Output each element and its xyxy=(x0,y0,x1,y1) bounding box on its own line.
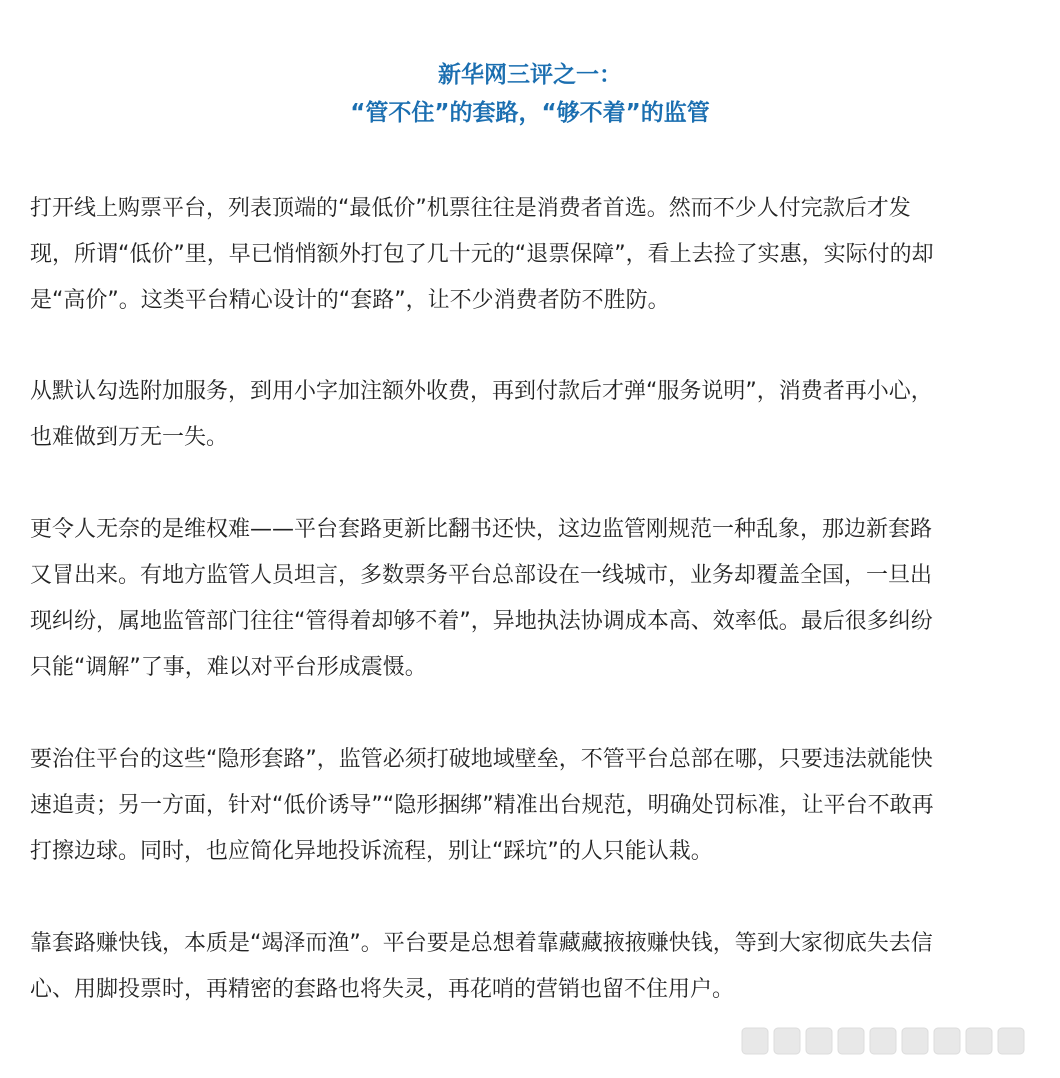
paragraph-line: 也难做到万无一失。 xyxy=(30,425,229,450)
title-line-2: “管不住”的套路，“够不着”的监管 xyxy=(350,100,710,126)
paragraph-2 xyxy=(30,369,1030,461)
paragraph-4 xyxy=(30,737,1030,875)
paragraph-line: 速追责；另一方面，针对“低价诱导”“隐形捆绑”精准出台规范，明确处罚标准，让平台不敢再 xyxy=(30,793,934,818)
paragraph-line: 只能“调解”了事，难以对平台形成震慑。 xyxy=(30,655,427,680)
paragraph-line: 要治住平台的这些“隐形套路”，监管必须打破地域壁垒，不管平台总部在哪，只要违法就能快 xyxy=(30,747,933,772)
paragraph-line: 从默认勾选附加服务，到用小字加注额外收费，再到付款后才弹“服务说明”，消费者再小心， xyxy=(30,379,933,404)
paragraph-5 xyxy=(30,921,1030,1013)
paragraph-3 xyxy=(30,507,1030,691)
article-title xyxy=(0,56,1060,132)
paragraph-line: 现纠纷，属地监管部门往往“管得着却够不着”，异地执法协调成本高、效率低。最后很多纠纷 xyxy=(30,609,933,634)
paragraph-line: 打擦边球。同时，也应简化异地投诉流程，别让“踩坑”的人只能认栽。 xyxy=(30,839,713,864)
paragraph-line: 心、用脚投票时，再精密的套路也将失灵，再花哨的营销也留不住用户。 xyxy=(30,977,735,1002)
title-line-1: 新华网三评之一： xyxy=(438,62,622,88)
paragraph-line: 现，所谓“低价”里，早已悄悄额外打包了几十元的“退票保障”，看上去捡了实惠，实际付的却 xyxy=(30,242,934,267)
paragraph-line: 又冒出来。有地方监管人员坦言，多数票务平台总部设在一线城市，业务却覆盖全国，一旦出 xyxy=(30,563,933,588)
paragraph-line: 是“高价”。这类平台精心设计的“套路”，让不少消费者防不胜防。 xyxy=(30,288,670,313)
paragraph-line: 更令人无奈的是维权难——平台套路更新比翻书还快，这边监管刚规范一种乱象，那边新套路 xyxy=(30,517,933,542)
paragraph-line: 打开线上购票平台，列表顶端的“最低价”机票往往是消费者首选。然而不少人付完款后才发 xyxy=(30,196,911,221)
paragraph-1 xyxy=(30,186,1030,324)
paragraph-line: 靠套路赚快钱，本质是“竭泽而渔”。平台要是总想着靠藏藏掖掖赚快钱，等到大家彻底失去信 xyxy=(30,931,933,956)
watermark-icon xyxy=(738,1020,1038,1060)
